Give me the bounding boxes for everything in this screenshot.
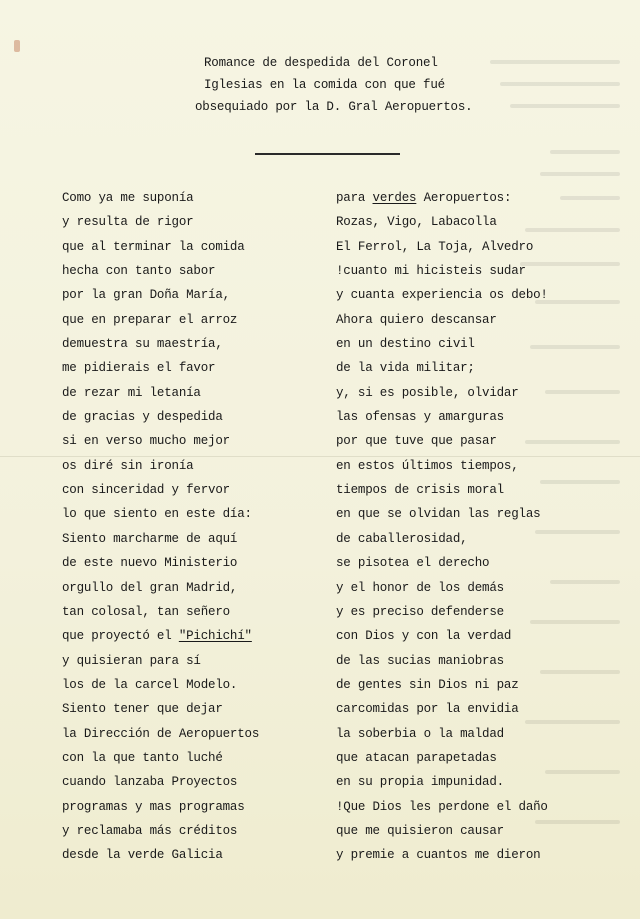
poem-right-column — [336, 186, 576, 868]
poem-verse: Como ya me suponía — [62, 191, 194, 205]
poem-verse: los de la carcel Modelo. — [62, 677, 238, 692]
poem-verse: lo que siento en este día: — [62, 507, 252, 522]
poem-verse: con Dios y con la verdad — [336, 629, 512, 644]
poem-verse: me pidierais el favor — [62, 361, 216, 376]
title-line: Iglesias en la comida con que fué — [204, 78, 445, 92]
verse-text: para — [336, 191, 373, 205]
poem-verse: orgullo del gran Madrid, — [62, 580, 238, 595]
poem-verse: y cuanta experiencia os debo! — [336, 288, 548, 303]
poem-verse: y el honor de los demás — [336, 580, 504, 595]
document-title — [195, 52, 555, 118]
poem-verse: con sinceridad y fervor — [62, 483, 230, 498]
underlined-word: verdes — [372, 191, 417, 205]
title-divider — [255, 153, 400, 155]
poem-verse: con la que tanto luché — [62, 750, 223, 765]
poem-verse: El Ferrol, La Toja, Alvedro — [336, 239, 534, 254]
poem-verse: !Que Dios les perdone el daño — [336, 799, 548, 814]
paper-edge-mark — [14, 40, 20, 52]
poem-verse: de gentes sin Dios ni paz — [336, 677, 519, 692]
poem-verse: hecha con tanto sabor — [62, 264, 216, 279]
poem-verse: Rozas, Vigo, Labacolla — [336, 215, 497, 230]
underlined-word: "Pichichí" — [178, 629, 252, 644]
poem-verse: en estos últimos tiempos, — [336, 458, 519, 473]
poem-verse: Siento tener que dejar — [62, 702, 223, 717]
poem-verse: la Dirección de Aeropuertos — [62, 726, 260, 741]
poem-verse: que al terminar la comida — [62, 239, 245, 254]
poem-verse: las ofensas y amarguras — [336, 410, 504, 425]
verse-text: que proyectó el — [62, 629, 179, 644]
poem-verse: os diré sin ironía — [62, 458, 194, 473]
poem-verse: de las sucias maniobras — [336, 653, 504, 668]
poem-verse: por la gran Doña María, — [62, 288, 230, 303]
poem-verse: tan colosal, tan señero — [62, 604, 230, 619]
poem-verse: que me quisieron causar — [336, 823, 504, 838]
poem-verse: y es preciso defenderse — [336, 604, 504, 619]
poem-verse: desde la verde Galicia — [62, 848, 223, 863]
poem-verse: y quisieran para sí — [62, 653, 201, 668]
poem-verse: y, si es posible, olvidar — [336, 385, 519, 400]
poem-verse — [62, 624, 312, 648]
poem-verse: tiempos de crisis moral — [336, 483, 504, 498]
poem-verse: !cuanto mi hicisteis sudar — [336, 264, 526, 279]
poem-verse: que en preparar el arroz — [62, 312, 238, 327]
poem-verse: y premie a cuantos me dieron — [336, 848, 541, 863]
poem-verse: por que tuve que pasar — [336, 434, 497, 449]
poem-verse: de rezar mi letanía — [62, 385, 201, 400]
poem-verse: de caballerosidad, — [336, 531, 468, 546]
title-line: Romance de despedida del Coronel — [204, 56, 438, 70]
poem-verse: cuando lanzaba Proyectos — [62, 775, 238, 790]
poem-verse: Ahora quiero descansar — [336, 312, 497, 327]
poem-verse: demuestra su maestría, — [62, 337, 223, 352]
poem-verse: de la vida militar; — [336, 361, 475, 376]
poem-verse: carcomidas por la envidia — [336, 702, 519, 717]
poem-verse: la soberbia o la maldad — [336, 726, 504, 741]
poem-verse: en que se olvidan las reglas — [336, 507, 541, 522]
poem-verse: si en verso mucho mejor — [62, 434, 230, 449]
verse-text: Aeropuertos: — [416, 191, 512, 205]
poem-verse: programas y mas programas — [62, 799, 245, 814]
poem-verse: en su propia impunidad. — [336, 775, 504, 790]
poem-verse: de este nuevo Ministerio — [62, 556, 238, 571]
poem-left-column — [62, 186, 312, 868]
poem-verse: en un destino civil — [336, 337, 475, 352]
poem-verse: se pisotea el derecho — [336, 556, 490, 571]
poem-verse: y reclamaba más créditos — [62, 823, 238, 838]
poem-verse: Siento marcharme de aquí — [62, 531, 238, 546]
poem-verse: y resulta de rigor — [62, 215, 194, 230]
poem-verse: de gracias y despedida — [62, 410, 223, 425]
poem-verse — [336, 186, 576, 210]
poem-verse: que atacan parapetadas — [336, 750, 497, 765]
title-line: obsequiado por la D. Gral Aeropuertos. — [195, 100, 473, 114]
